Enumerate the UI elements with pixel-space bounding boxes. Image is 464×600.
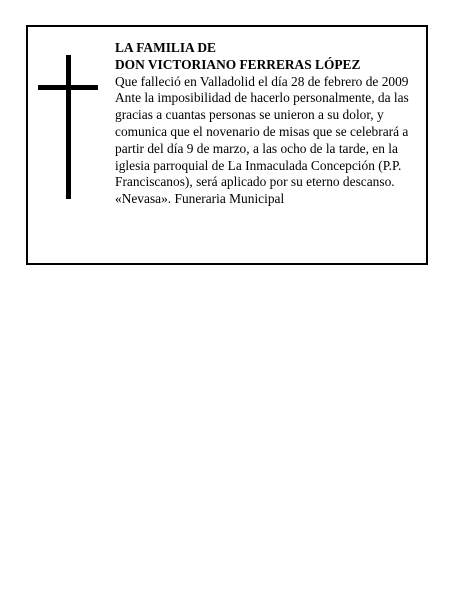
notice-signature-line: «Nevasa». Funeraria Municipal [115,191,285,207]
notice-text-block [115,40,419,208]
notice-body-line-5: partir del día 9 de marzo, a las ocho de la tarde, en la [115,140,398,156]
cross-horizontal-bar [38,85,98,90]
notice-heading-line-1: LA FAMILIA DE [115,40,216,55]
notice-body-line-4: comunica que el novenario de misas que se celebrará a [115,123,409,139]
notice-body-line-2: Ante la imposibilidad de hacerlo personalmente, da las [115,90,409,106]
notice-body-line-6: iglesia parroquial de La Inmaculada Concepción (P.P. [115,157,402,173]
cross-icon [38,55,98,199]
cross-vertical-bar [66,55,71,199]
notice-body-line-1: Que falleció en Valladolid el día 28 de febrero de 2009 [115,73,409,89]
obituary-notice [26,25,428,265]
notice-body-line-3: gracias a cuantas personas se unieron a su dolor, y [115,107,384,123]
notice-heading-line-2: DON VICTORIANO FERRERAS LÓPEZ [115,56,361,72]
notice-body-line-7: Franciscanos), será aplicado por su eterno descanso. [115,174,395,190]
